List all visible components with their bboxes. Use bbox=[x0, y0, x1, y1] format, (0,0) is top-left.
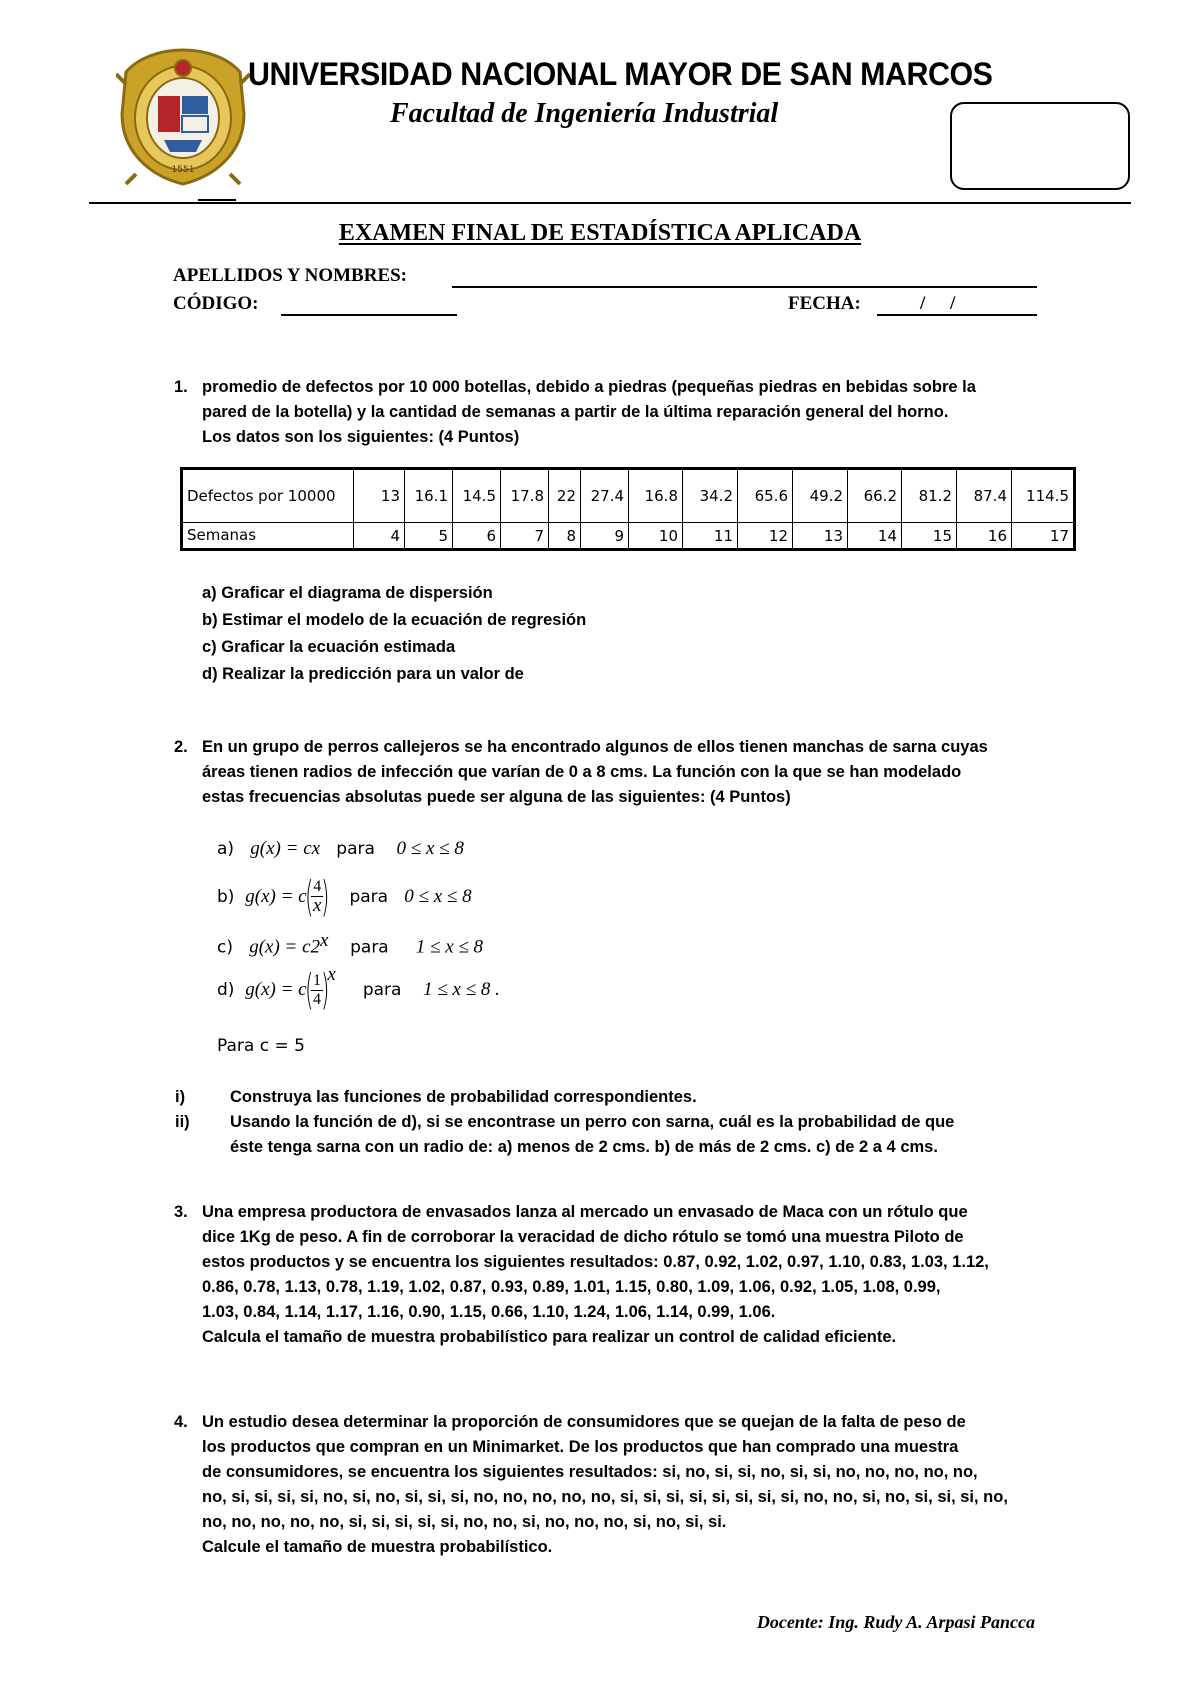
table-cell: 15 bbox=[902, 523, 957, 550]
table-cell: 7 bbox=[501, 523, 549, 550]
table-cell: 16 bbox=[957, 523, 1012, 550]
table-cell: 27.4 bbox=[581, 469, 629, 523]
code-line[interactable] bbox=[281, 314, 457, 316]
header-rule bbox=[89, 202, 1131, 204]
func-b: b) g(x) = c ( $\frac{4}{x}$ ) para 0 ≤ x ≤ 8 bbox=[217, 872, 472, 921]
q2-line: estas frecuencias absolutas puede ser alguna de las siguientes: (4 Puntos) bbox=[202, 788, 791, 806]
q1-item: a) Graficar el diagrama de dispersión bbox=[202, 584, 493, 602]
q3-number: 3. bbox=[174, 1203, 188, 1221]
table-cell: 8 bbox=[549, 523, 581, 550]
date-sep-2: / bbox=[950, 293, 956, 314]
q2-sub-ii-num: ii) bbox=[175, 1113, 190, 1131]
table-cell: 13 bbox=[793, 523, 848, 550]
q1-line: promedio de defectos por 10 000 botellas, debido a piedras (pequeñas piedras en bebidas sobre la bbox=[202, 378, 976, 396]
seal-year: 1551 bbox=[171, 165, 195, 175]
q2-sub-ii: Usando la función de d), si se encontrase un perro con sarna, cuál es la probabilidad de que bbox=[230, 1113, 955, 1131]
q2-sub-i: Construya las funciones de probabilidad correspondientes. bbox=[230, 1088, 697, 1106]
table-row-weeks bbox=[182, 523, 1075, 550]
q4-line: no, no, no, no, no, si, si, si, si, si, no, no, si, no, no, no, si, no, si, si. bbox=[202, 1513, 727, 1531]
q4-line: Calcule el tamaño de muestra probabilístico. bbox=[202, 1538, 553, 1556]
date-line[interactable] bbox=[877, 314, 1037, 316]
table-cell: 13 bbox=[354, 469, 405, 523]
name-label: APELLIDOS Y NOMBRES: bbox=[173, 265, 408, 286]
q1-line: pared de la botella) y la cantidad de semanas a partir de la última reparación general del horno. bbox=[202, 403, 949, 421]
teacher-signature: Docente: Ing. Rudy A. Arpasi Pancca bbox=[756, 1612, 1035, 1632]
q3-line: estos productos y se encuentra los siguientes resultados: 0.87, 0.92, 1.02, 0.97, 1.10, 0.83, 1.03, 1.12, bbox=[202, 1253, 989, 1271]
q4-text bbox=[202, 1410, 1035, 1560]
header-accent-rule bbox=[198, 199, 236, 201]
q4-line: no, si, si, si, si, no, si, no, si, si, si, no, no, no, no, no, si, si, si, si, si, si, si, si, no, no, si, no, si, si, si, no, bbox=[202, 1488, 1008, 1506]
grade-box bbox=[950, 102, 1130, 190]
q3-line: Calcula el tamaño de muestra probabilístico para realizar un control de calidad eficiente. bbox=[202, 1328, 897, 1346]
table-cell: 10 bbox=[629, 523, 683, 550]
table-cell: 17.8 bbox=[501, 469, 549, 523]
table-cell: 16.1 bbox=[405, 469, 453, 523]
table-cell-label: Defectos por 10000 bbox=[182, 469, 354, 523]
c-value: Para c = 5 bbox=[217, 1036, 305, 1056]
date-label: FECHA: bbox=[788, 293, 861, 314]
q4-line: de consumidores, se encuentra los siguientes resultados: si, no, si, si, no, si, si, no, no, no, no, no, bbox=[202, 1463, 978, 1481]
table-cell: 49.2 bbox=[793, 469, 848, 523]
q1-number: 1. bbox=[174, 378, 188, 396]
table-cell: 5 bbox=[405, 523, 453, 550]
table-cell: 14 bbox=[848, 523, 902, 550]
q3-text bbox=[202, 1200, 1035, 1350]
table-cell: 11 bbox=[683, 523, 738, 550]
table-cell: 17 bbox=[1012, 523, 1075, 550]
q1-text bbox=[202, 375, 1035, 450]
table-cell-label: Semanas bbox=[182, 523, 354, 550]
q4-line: los productos que compran en un Minimarket. De los productos que han comprado una muestra bbox=[202, 1438, 959, 1456]
table-cell: 9 bbox=[581, 523, 629, 550]
q1-item: d) Realizar la predicción para un valor de bbox=[202, 665, 524, 683]
q1-item: c) Graficar la ecuación estimada bbox=[202, 638, 456, 656]
q2-line: áreas tienen radios de infección que varían de 0 a 8 cms. La función con la que se han modelado bbox=[202, 763, 962, 781]
table-cell: 16.8 bbox=[629, 469, 683, 523]
table-cell: 4 bbox=[354, 523, 405, 550]
q2-sub-i-num: i) bbox=[175, 1088, 186, 1106]
q3-line: 1.03, 0.84, 1.14, 1.17, 1.16, 0.90, 1.15, 0.66, 1.10, 1.24, 1.06, 1.14, 0.99, 1.06. bbox=[202, 1303, 776, 1321]
func-a: a) g(x) = cx para 0 ≤ x ≤ 8 bbox=[217, 838, 464, 859]
code-label: CÓDIGO: bbox=[173, 293, 259, 314]
q3-line: dice 1Kg de peso. A fin de corroborar la veracidad de dicho rótulo se tomó una muestra Piloto de bbox=[202, 1228, 964, 1246]
university-name: UNIVERSIDAD NACIONAL MAYOR DE SAN MARCOS bbox=[248, 56, 993, 92]
table-cell: 14.5 bbox=[453, 469, 501, 523]
func-d: d) g(x) = c ( $\frac{1}{4}$ ) x para 1 ≤ x ≤ 8 . bbox=[217, 964, 500, 1014]
q1-items bbox=[202, 580, 586, 688]
q2-text bbox=[202, 735, 1035, 810]
table-cell: 81.2 bbox=[902, 469, 957, 523]
table-cell: 66.2 bbox=[848, 469, 902, 523]
table-cell: 114.5 bbox=[1012, 469, 1075, 523]
faculty-name: Facultad de Ingeniería Industrial bbox=[390, 98, 779, 129]
q2-line: En un grupo de perros callejeros se ha encontrado algunos de ellos tienen manchas de sarna cuyas bbox=[202, 738, 988, 756]
table-cell: 34.2 bbox=[683, 469, 738, 523]
func-c: c) $g(x) = c2^x$ para 1 ≤ x ≤ 8 bbox=[217, 930, 484, 958]
table-cell: 6 bbox=[453, 523, 501, 550]
university-seal-logo bbox=[116, 44, 250, 188]
table-row-defects bbox=[182, 469, 1075, 523]
table-cell: 65.6 bbox=[738, 469, 793, 523]
q1-item: b) Estimar el modelo de la ecuación de regresión bbox=[202, 611, 587, 629]
q3-line: Una empresa productora de envasados lanza al mercado un envasado de Maca con un rótulo que bbox=[202, 1203, 968, 1221]
exam-title: EXAMEN FINAL DE ESTADÍSTICA APLICADA bbox=[338, 220, 862, 246]
table-cell: 22 bbox=[549, 469, 581, 523]
name-line[interactable] bbox=[452, 286, 1037, 288]
q3-line: 0.86, 0.78, 1.13, 0.78, 1.19, 1.02, 0.87, 0.93, 0.89, 1.01, 1.15, 0.80, 1.09, 1.06, 0.92, 1.05, 1.08, 0.99, bbox=[202, 1278, 941, 1296]
q1-line: Los datos son los siguientes: (4 Puntos) bbox=[202, 428, 520, 446]
q2-number: 2. bbox=[174, 738, 188, 756]
table-cell: 87.4 bbox=[957, 469, 1012, 523]
q4-line: Un estudio desea determinar la proporción de consumidores que se quejan de la falta de peso de bbox=[202, 1413, 966, 1431]
q1-data-table bbox=[180, 467, 1076, 551]
q2-sub-ii-cont: éste tenga sarna con un radio de: a) menos de 2 cms. b) de más de 2 cms. c) de 2 a 4 cms. bbox=[230, 1138, 938, 1156]
date-sep-1: / bbox=[920, 293, 926, 314]
table-cell: 12 bbox=[738, 523, 793, 550]
q4-number: 4. bbox=[174, 1413, 188, 1431]
